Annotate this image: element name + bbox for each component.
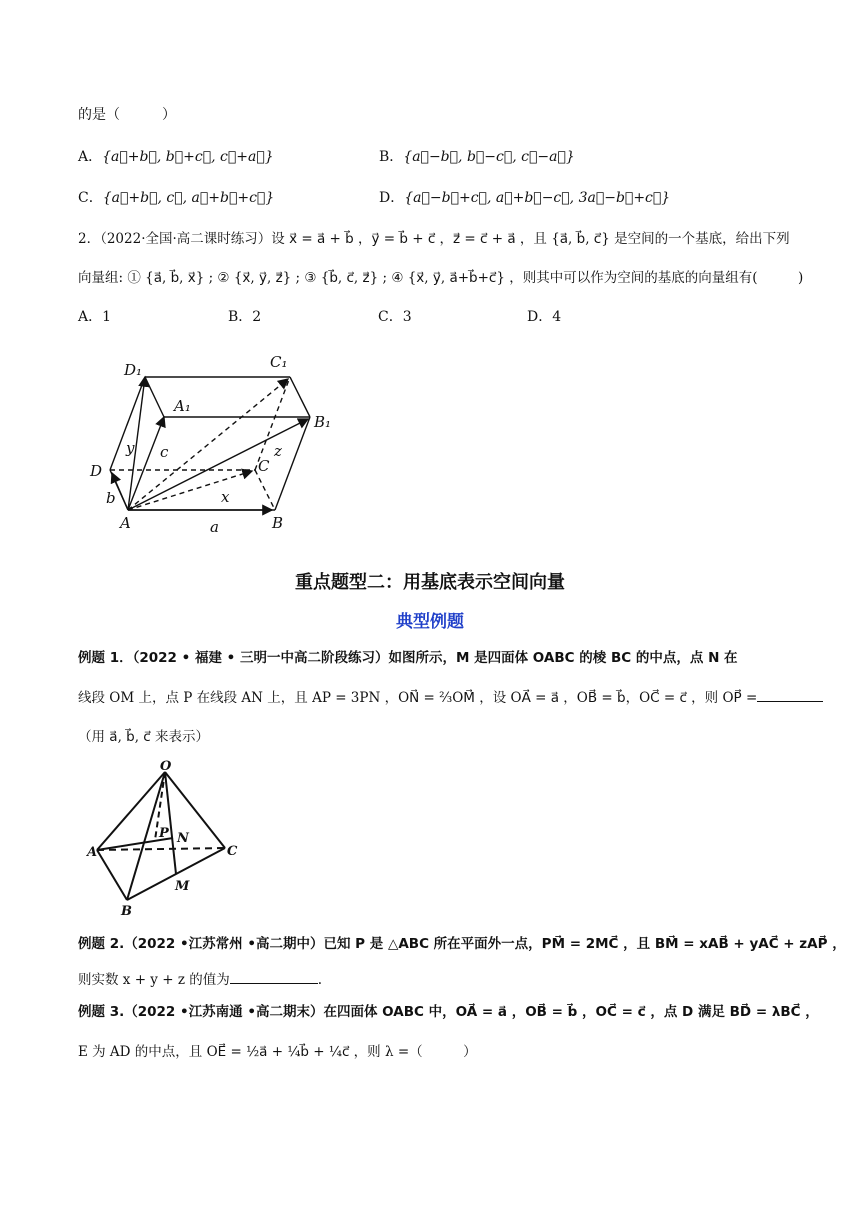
svg-text:O: O — [160, 760, 172, 774]
svg-text:C: C — [227, 844, 238, 859]
ex1-line-3: （用 a⃗, b⃗, c⃗ 来表示） — [78, 729, 210, 745]
q2-option-b: B．2 — [228, 309, 262, 325]
svg-text:a: a — [210, 518, 219, 536]
section-title: 重点题型二：用基底表示空间向量 — [295, 572, 565, 593]
ex3-line-1: 例题 3.（2022 •江苏南通 •高二期末）在四面体 OABC 中，OA⃗ = a⃗ ，OB⃗ = b⃗ ，OC⃗ = c⃗ ，点 D 满足 BD⃗ = λBC⃗ ， — [78, 1004, 819, 1020]
q1-option-b: B．{a⃗−b⃗, b⃗−c⃗, c⃗−a⃗} — [379, 149, 575, 165]
q1-stem-tail: 的是（ ） — [78, 107, 176, 123]
svg-text:A: A — [120, 514, 131, 532]
svg-text:x: x — [221, 488, 230, 506]
section-subtitle: 典型例题 — [396, 612, 464, 632]
q1-option-a: A．{a⃗+b⃗, b⃗+c⃗, c⃗+a⃗} — [78, 149, 274, 165]
svg-text:c: c — [160, 443, 169, 461]
svg-text:B: B — [272, 514, 284, 532]
svg-text:D: D — [90, 462, 103, 480]
ex1-line-1: 例题 1．（2022 • 福建 • 三明一中高二阶段练习）如图所示，M 是四面体 OABC 的棱 BC 的中点，点 N 在 — [78, 650, 738, 666]
q1-option-d: D．{a⃗−b⃗+c⃗, a⃗+b⃗−c⃗, 3a⃗−b⃗+c⃗} — [379, 190, 671, 206]
svg-text:M: M — [175, 879, 190, 894]
svg-text:B: B — [121, 904, 132, 919]
ex3-line-2: E 为 AD 的中点，且 OE⃗ = ½a⃗ + ¼b⃗ + ¼c⃗ ，则 λ =（ ） — [78, 1044, 477, 1060]
q2-line-2: 向量组: ① {a⃗, b⃗, x⃗} ; ② {x⃗, y⃗, z⃗} ; ③ {b⃗, c⃗, z⃗} ; ④ {x⃗, y⃗, a⃗+b⃗+c⃗} ，则其中可以作为空间的基底的向量组有( ) — [78, 270, 804, 286]
ex1-line-2: 线段 OM 上，点 P 在线段 AN 上，且 AP = 3PN ，ON⃗ = ⅔OM⃗ ，设 OA⃗ = a⃗ ，OB⃗ = b⃗，OC⃗ = c⃗ ，则 OP⃗ = — [78, 688, 823, 708]
svg-text:y: y — [126, 439, 135, 457]
svg-text:A₁: A₁ — [174, 397, 191, 415]
svg-text:C₁: C₁ — [270, 353, 288, 371]
q2-option-c: C．3 — [378, 309, 412, 325]
svg-text:z: z — [274, 442, 282, 460]
svg-text:b: b — [106, 489, 116, 507]
q2-option-d: D．4 — [527, 309, 562, 325]
parallelepiped-figure — [80, 345, 350, 545]
svg-text:C: C — [258, 457, 270, 475]
svg-text:A: A — [87, 845, 98, 860]
q1-option-c: C．{a⃗+b⃗, c⃗, a⃗+b⃗+c⃗} — [78, 190, 275, 206]
svg-text:D₁: D₁ — [124, 361, 143, 379]
svg-text:P: P — [159, 826, 169, 841]
q2-line-1: 2．（2022·全国·高二课时练习）设 x⃗ = a⃗ + b⃗ ，y⃗ = b⃗ + c⃗ ，z⃗ = c⃗ + a⃗ ，且 {a⃗, b⃗, c⃗} 是空间的一个基底，给出下列 — [78, 231, 790, 247]
ex2-line-2: 则实数 x + y + z 的值为 . — [78, 972, 323, 988]
svg-text:B₁: B₁ — [314, 413, 332, 431]
tetrahedron-figure — [85, 760, 245, 920]
ex2-line-1: 例题 2.（2022 •江苏常州 •高二期中）已知 P 是 △ABC 所在平面外一点，PM⃗ = 2MC⃗ ，且 BM⃗ = xAB⃗ + yAC⃗ + zAP⃗ ， — [78, 936, 846, 952]
q2-option-a: A．1 — [78, 309, 112, 325]
svg-text:N: N — [177, 831, 189, 846]
